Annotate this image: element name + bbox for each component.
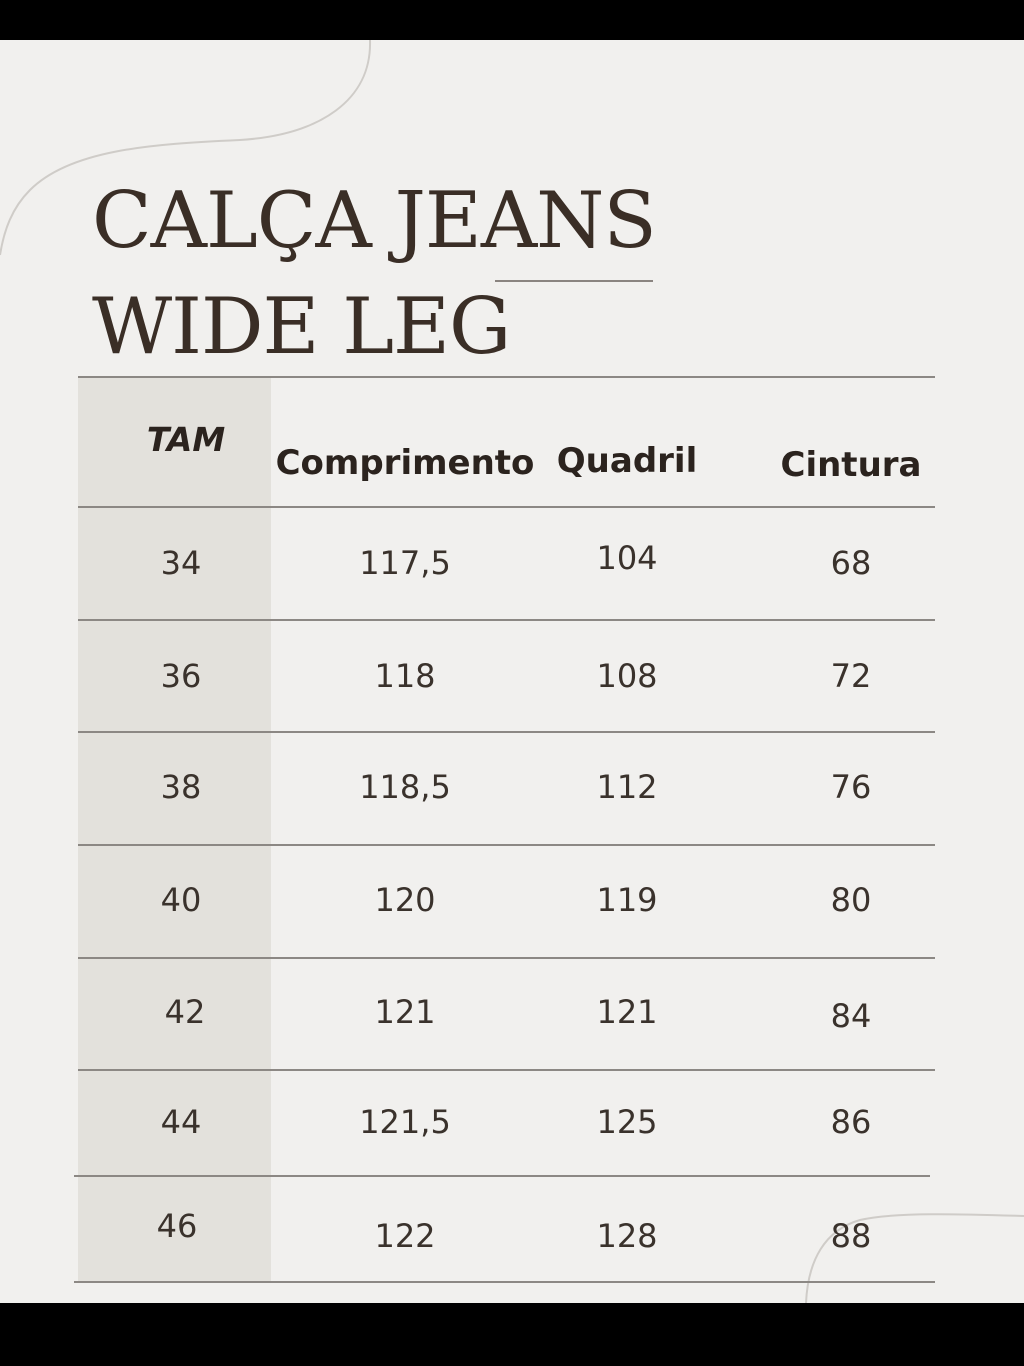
table-cell-size: 36	[160, 657, 202, 695]
table-cell-cintura: 88	[830, 1217, 872, 1255]
table-cell-cintura: 86	[830, 1103, 872, 1141]
table-rule	[74, 1281, 935, 1283]
table-cell-comprimento: 118,5	[359, 768, 451, 806]
table-cell-size: 34	[160, 544, 202, 582]
table-cell-quadril: 112	[596, 768, 658, 806]
table-cell-comprimento: 121	[374, 993, 436, 1031]
table-rule	[74, 1175, 930, 1177]
table-cell-size: 46	[156, 1207, 198, 1245]
table-cell-quadril: 128	[596, 1217, 658, 1255]
size-column-shading	[78, 378, 271, 1281]
title-line-2: WIDE LEG	[92, 282, 511, 372]
table-cell-cintura: 80	[830, 881, 872, 919]
size-chart-page	[0, 40, 1024, 1303]
table-cell-comprimento: 122	[374, 1217, 436, 1255]
table-cell-quadril: 119	[596, 881, 658, 919]
title-line-1: CALÇA JEANS	[92, 176, 656, 266]
table-cell-cintura: 76	[830, 768, 872, 806]
title-rule	[495, 280, 653, 282]
table-rule	[78, 1069, 935, 1071]
table-cell-comprimento: 121,5	[359, 1103, 451, 1141]
table-cell-comprimento: 120	[374, 881, 436, 919]
table-cell-size: 42	[164, 993, 206, 1031]
header-tam: TAM	[146, 420, 226, 459]
table-rule	[78, 619, 935, 621]
table-rule	[78, 376, 935, 378]
table-rule	[78, 506, 935, 508]
table-cell-quadril: 108	[596, 657, 658, 695]
table-cell-cintura: 72	[830, 657, 872, 695]
table-rule	[78, 844, 935, 846]
table-cell-cintura: 84	[830, 997, 872, 1035]
header-comprimento: Comprimento	[275, 443, 535, 483]
table-cell-size: 40	[160, 881, 202, 919]
table-cell-quadril: 121	[596, 993, 658, 1031]
table-rule	[78, 957, 935, 959]
table-rule	[78, 731, 935, 733]
table-cell-cintura: 68	[830, 544, 872, 582]
table-cell-quadril: 104	[596, 539, 658, 577]
table-cell-size: 38	[160, 768, 202, 806]
table-cell-quadril: 125	[596, 1103, 658, 1141]
header-cintura: Cintura	[780, 445, 922, 485]
table-cell-size: 44	[160, 1103, 202, 1141]
table-cell-comprimento: 117,5	[359, 544, 451, 582]
header-quadril: Quadril	[556, 441, 698, 481]
table-cell-comprimento: 118	[374, 657, 436, 695]
